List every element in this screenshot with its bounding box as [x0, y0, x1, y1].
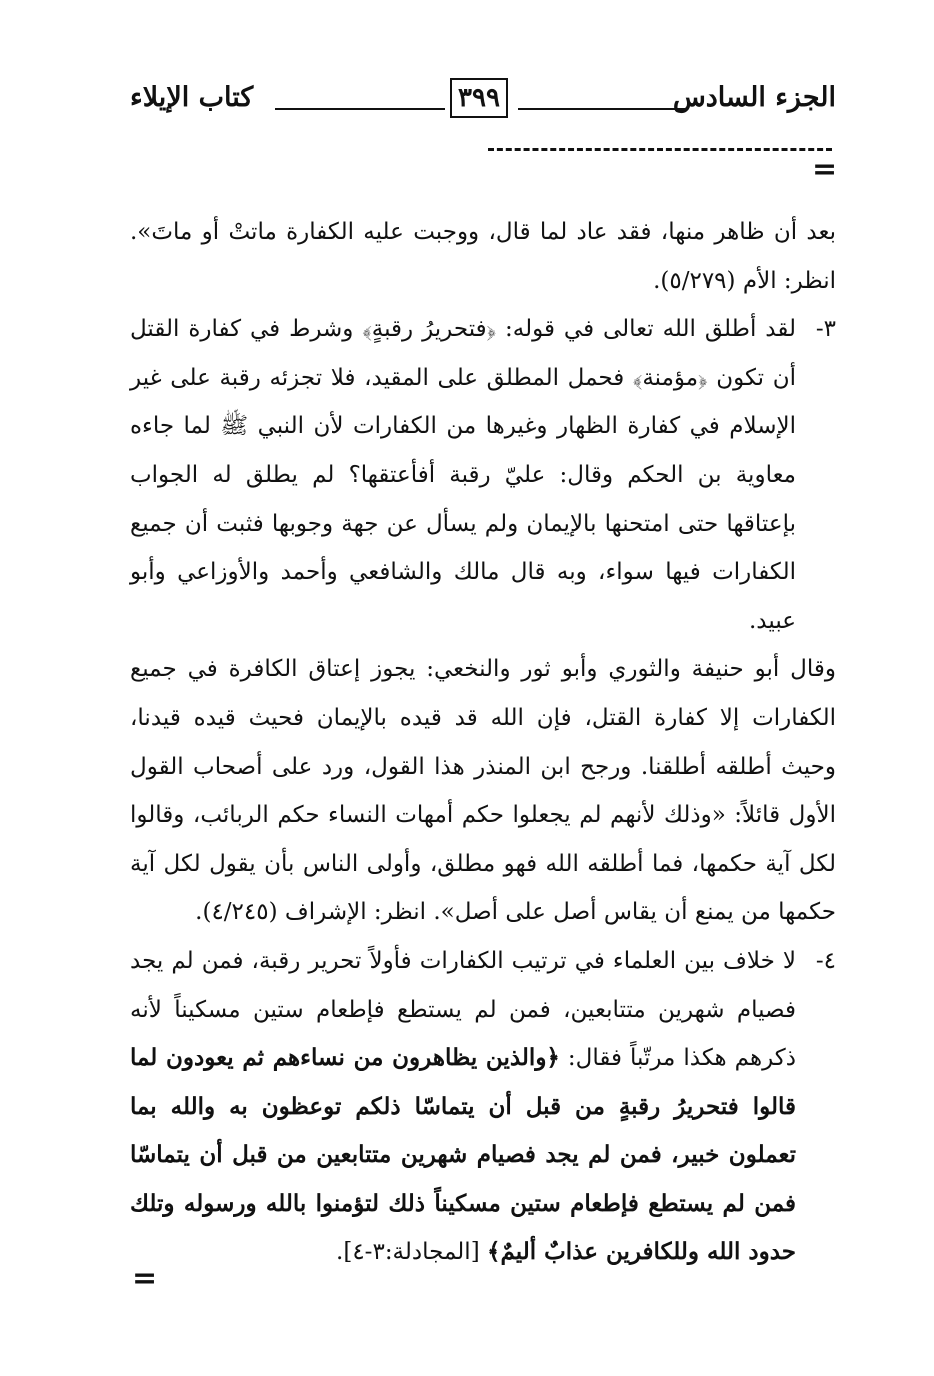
item-number: ٤- [815, 947, 836, 974]
item-text: لقد أطلق الله تعالى في قوله: ﴿فتحريرُ رقبةٍ﴾ وشرط في كفارة القتل أن تكون ﴿مؤمنة﴾ فحمل المطلق على المقيد، فلا تجزئه رقبة على غير الإسلام في كفارة الظهار وغيرها من الكفارات لأن النبي ﷺ لما جاءه معاوية بن الحكم وقال: عليّ رقبة أفأعتقها؟ لم يطلق له الجواب بإعتاقها حتى امتحنها بالإيمان ولم يسأل عن جهة وجوبها فثبت أن جميع الكفارات فيها سواء، وبه قال مالك والشافعي وأحمد والأوزاعي وأبو عبيد. [130, 316, 796, 634]
footnote-item-4 [130, 937, 836, 1277]
header-rule-left [275, 108, 445, 110]
header-rule-right [518, 108, 686, 110]
part-label: الجزء السادس [672, 82, 836, 113]
page-number: ٣٩٩ [450, 78, 508, 118]
quran-verse: ﴿والذين يظاهرون من نساءهم ثم يعودون لما قالوا فتحريرُ رقبةٍ من قبل أن يتماسّا ذلكم توعظون به والله بما تعملون خبير، فمن لم يجد فصيام شهرين متتابعين من قبل أن يتماسّا فمن لم يستطع فإطعام ستين مسكيناً ذلك لتؤمنوا بالله ورسوله وتلك حدود الله وللكافرين عذابٌ أليمٌ﴾ [130, 1044, 796, 1266]
book-title: كتاب الإيلاء [130, 82, 254, 113]
verse-reference: [المجادلة:٣-٤]. [336, 1239, 480, 1266]
footnotes-body [130, 208, 836, 1277]
item-number: ٣- [815, 316, 836, 343]
continuation-paragraph: بعد أن ظاهر منها، فقد عاد لما قال، ووجبت عليه الكفارة ماتتْ أو ماتَ». انظر: الأم (٥/٢٧٩). [130, 219, 836, 294]
page-header [130, 78, 836, 124]
separator-mark-top: = [812, 152, 838, 187]
separator-mark-bottom: = [132, 1261, 158, 1296]
footnote-separator [488, 148, 832, 151]
item-text: لا خلاف بين العلماء في ترتيب الكفارات فأولاً تحرير رقبة، فمن لم يجد فصيام شهرين متتابعين، فمن لم يستطع فإطعام ستين مسكيناً لأنه ذكرهم هكذا مرتّباً فقال: [130, 947, 797, 1072]
hanafi-paragraph: وقال أبو حنيفة والثوري وأبو ثور والنخعي: يجوز إعتاق الكافرة في جميع الكفارات إلا كفارة القتل، فإن الله قد قيده بالإيمان فحيث قيده قيدنا، وحيث أطلقه أطلقنا. ورجح ابن المنذر هذا القول، ورد على أصحاب القول الأول قائلاً: «وذلك لأنهم لم يجعلوا حكم أمهات النساء حكم الربائب، وقالوا لكل آية حكمها، فما أطلقه الله فهو مطلق، وأولى الناس بأن يقول لكل آية حكمها من يمنع أن يقاس أصل على أصل». انظر: الإشراف (٤/٢٤٥). [130, 656, 836, 926]
footnote-item-3 [130, 305, 836, 645]
